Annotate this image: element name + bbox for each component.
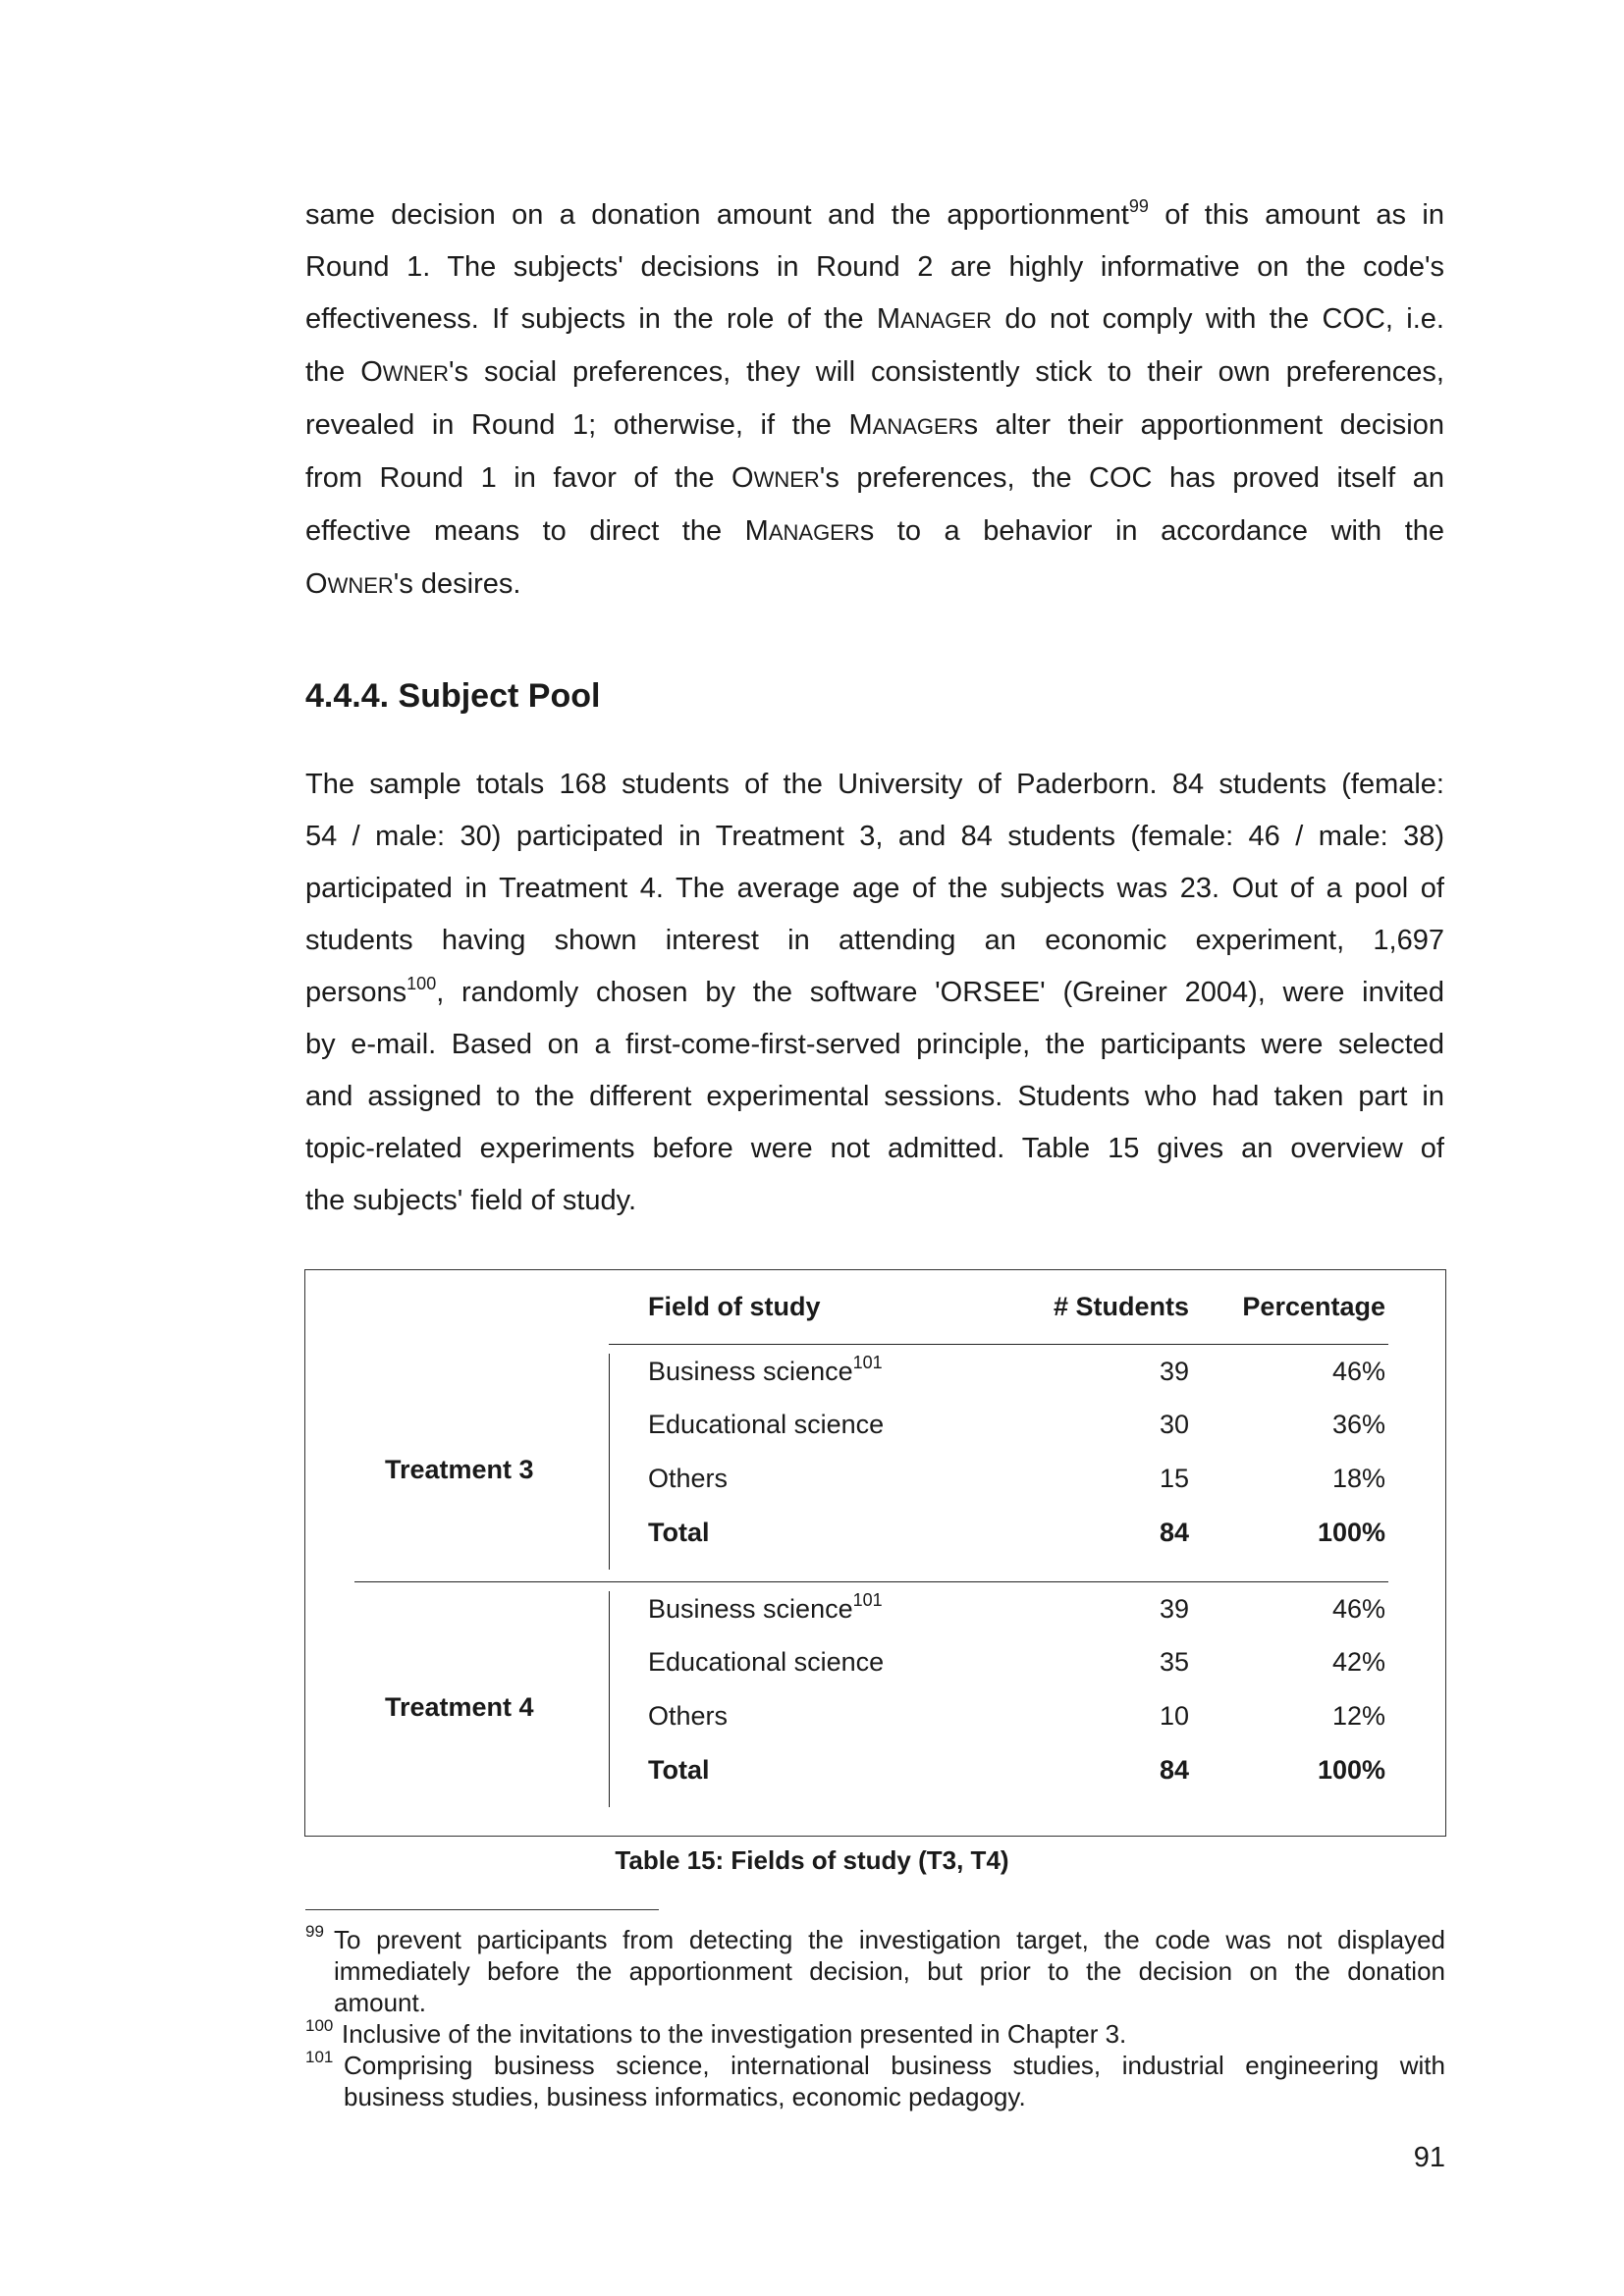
group-2-divider <box>609 1591 610 1807</box>
fields-of-study-table <box>304 1269 1446 1837</box>
header-rule <box>609 1344 1388 1345</box>
para1-line-5: revealed in Round 1; otherwise, if the MANAGERs alter their apportionment decision <box>305 409 1444 441</box>
t3-row-2-percentage: 36% <box>1331 1410 1385 1439</box>
footnote-99-number: 99 <box>305 1922 324 1941</box>
footnote-101: 101 Comprising business science, international business studies, industrial engineering with business studies, business informatics, economic pedagogy. <box>344 2050 1445 2112</box>
t3-row-2-field: Educational science <box>648 1410 885 1439</box>
para1-line-4: the OWNER's social preferences, they will consistently stick to their own preferences, <box>305 356 1444 388</box>
para2-line-9: the subjects' field of study. <box>305 1185 637 1216</box>
para2-line-8: topic-related experiments before were not admitted. Table 15 gives an overview of <box>305 1133 1444 1164</box>
para2-line-3: participated in Treatment 4. The average age of the subjects was 23. Out of a pool of <box>305 873 1444 904</box>
t4-row-2-field: Educational science <box>648 1647 885 1677</box>
para2-line-1: The sample totals 168 students of the University of Paderborn. 84 students (female: <box>305 769 1444 800</box>
para1-line-1: same decision on a donation amount and the apportionment$^{99}$ of this amount as in <box>305 196 1444 231</box>
t3-row-3-field: Others <box>648 1464 729 1493</box>
t3-row-4-students: 84 <box>1159 1518 1189 1547</box>
t3-row-1-field: Business science$^{101}$ <box>648 1353 883 1386</box>
group-separator <box>354 1581 1388 1582</box>
section-heading: 4.4.4. Subject Pool <box>305 677 601 715</box>
t4-row-3-percentage: 12% <box>1331 1701 1385 1731</box>
footnote-separator <box>305 1909 659 1910</box>
header-students: # Students <box>1053 1292 1189 1321</box>
para1-line-7: effective means to direct the MANAGERs to a behavior in accordance with the <box>305 515 1445 547</box>
group-1-divider <box>609 1354 610 1570</box>
para1-line-8: OWNER's desires. <box>305 568 521 600</box>
para2-line-6: by e-mail. Based on a first-come-first-served principle, the participants were selected <box>305 1029 1444 1060</box>
t3-row-4-field: Total <box>648 1518 710 1547</box>
t4-row-2-percentage: 42% <box>1331 1647 1385 1677</box>
t3-row-1-percentage: 46% <box>1331 1357 1385 1386</box>
t4-row-3-students: 10 <box>1159 1701 1189 1731</box>
t4-row-2-students: 35 <box>1159 1647 1189 1677</box>
para1-line-3: effectiveness. If subjects in the role of the MANAGER do not comply with the COC, i.e. <box>305 303 1444 335</box>
para1-line-2: Round 1. The subjects' decisions in Round 2 are highly informative on the code's <box>305 251 1444 283</box>
para1-line-6: from Round 1 in favor of the OWNER's preferences, the COC has proved itself an <box>305 462 1444 494</box>
t3-row-1-students: 39 <box>1159 1357 1189 1386</box>
t3-row-3-students: 15 <box>1159 1464 1189 1493</box>
group-label-treatment-3: Treatment 3 <box>385 1455 534 1484</box>
paragraph-2 <box>305 759 1444 1227</box>
footnote-100: 100 Inclusive of the invitations to the investigation presented in Chapter 3. <box>342 2018 1445 2050</box>
footnote-ref-100[interactable]: 100 <box>406 974 437 993</box>
footnote-99: 99 To prevent participants from detecting the investigation target, the code was not displayed immediately before the apportionment decision, but prior to the decision on the donation amount. <box>334 1924 1445 2018</box>
t4-row-1-field: Business science$^{101}$ <box>648 1590 883 1624</box>
header-percentage: Percentage <box>1242 1292 1385 1321</box>
t3-row-3-percentage: 18% <box>1331 1464 1385 1493</box>
para2-line-2: 54 / male: 30) participated in Treatment 3, and 84 students (female: 46 / male: 38) <box>305 821 1444 852</box>
para2-line-7: and assigned to the different experimental sessions. Students who had taken part in <box>305 1081 1444 1112</box>
t3-row-4-percentage: 100% <box>1317 1518 1385 1547</box>
footnote-ref-99[interactable]: 99 <box>1128 196 1149 216</box>
t4-row-4-percentage: 100% <box>1317 1755 1385 1785</box>
t4-row-1-percentage: 46% <box>1331 1594 1385 1624</box>
footnote-101-number: 101 <box>305 2048 334 2066</box>
para2-line-4: students having shown interest in attending an economic experiment, 1,697 <box>305 925 1444 956</box>
table-caption: Table 15: Fields of study (T3, T4) <box>615 1845 1009 1875</box>
para2-line-5: persons$^{100}$, randomly chosen by the software 'ORSEE' (Greiner 2004), were invited <box>305 974 1444 1008</box>
t4-row-4-students: 84 <box>1159 1755 1189 1785</box>
t4-row-4-field: Total <box>648 1755 710 1785</box>
header-field-of-study: Field of study <box>648 1292 821 1321</box>
page-number: 91 <box>1413 2142 1445 2173</box>
footnote-100-number: 100 <box>305 2016 334 2035</box>
t3-row-2-students: 30 <box>1159 1410 1189 1439</box>
t4-row-3-field: Others <box>648 1701 729 1731</box>
group-label-treatment-4: Treatment 4 <box>385 1692 534 1722</box>
t4-row-1-students: 39 <box>1159 1594 1189 1624</box>
paragraph-1 <box>305 189 1444 612</box>
